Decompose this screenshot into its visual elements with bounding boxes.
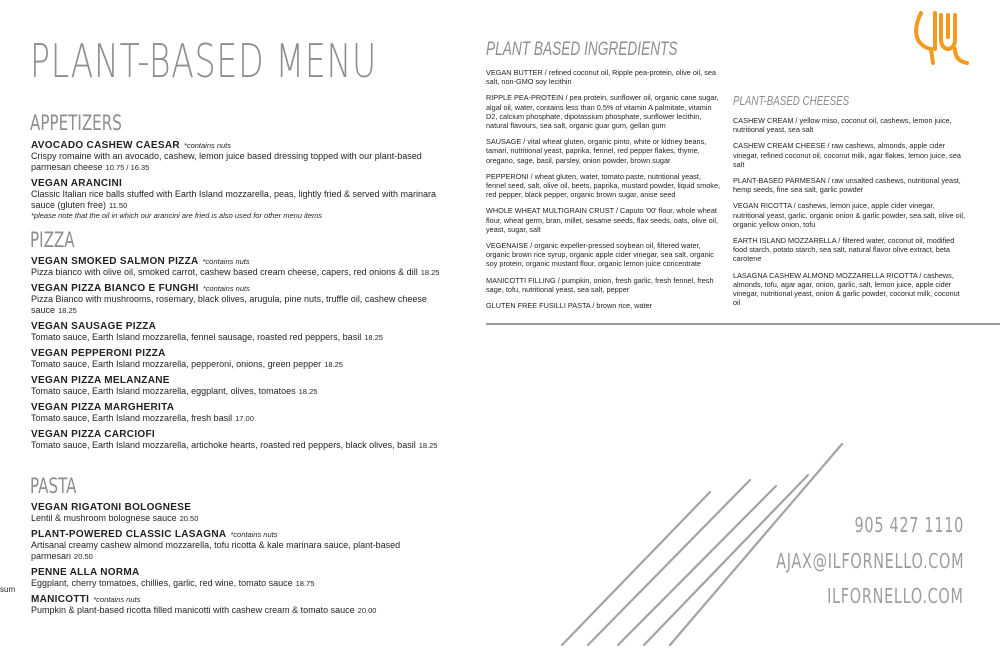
item-name: MANICOTTI — [31, 594, 90, 605]
cheese-entry: EARTH ISLAND MOZZARELLA / filtered water, coconut oil, modified food starch, potato starch, sea salt, natural flavor olive extract, beta carotene — [733, 236, 955, 264]
item-price: 18.25 — [324, 360, 343, 369]
ingredient-entry: WHOLE WHEAT MULTIGRAIN CRUST / Caputo '00' flour, whole wheat flour, wheat germ, bran, millet, sesame seeds, flax seeds, oats, olive oil, yeast, sugar, salt — [486, 206, 718, 234]
ingredient-entry: MANICOTTI FILLING / pumpkin, onion, fresh garlic, fresh fennel, fresh sage, tofu, nutritional yeast, sea salt, pepper — [486, 275, 714, 294]
item-name: VEGAN SAUSAGE PIZZA — [31, 321, 157, 332]
section-divider — [486, 323, 1000, 325]
item-name: VEGAN PIZZA MELANZANE — [31, 375, 170, 386]
item-name: VEGAN PIZZA CARCIOFI — [31, 429, 155, 440]
decorative-diagonal-lines — [560, 430, 860, 652]
menu-item — [31, 346, 451, 370]
menu-item — [31, 319, 451, 343]
item-price: 10.75 / 16.35 — [105, 163, 150, 172]
ingredient-entry: RIPPLE PEA-PROTEIN / pea protein, sunflower oil, organic cane sugar, algal oil, water, contains less than 0.5% of vitamin A palmitate, vitamin D2, calcium phosphate, dipotassium phosphate, sunflower lecithin, natural flavours, sea salt, organic guar gum, gellan gum — [486, 93, 719, 131]
cheese-entry: LASAGNA CASHEW ALMOND MOZZARELLA RICOTTA / cashews, almonds, tofu, agar agar, onion, garlic, salt, lemon juice, apple cider vinegar, nutritional yeast, onion & garlic powder, coconut milk, coconut oil — [733, 270, 960, 308]
item-price: 18.25 — [420, 268, 440, 277]
item-description: Classic Italian rice balls stuffed with Earth Island mozzarella, peas, lightly fried & served with marinara sauce (gluten free) 11.50 — [31, 189, 437, 210]
item-name: VEGAN PIZZA BIANCO E FUNGHI — [31, 283, 199, 294]
item-name: PENNE ALLA NORMA — [31, 567, 140, 578]
item-price: 20.50 — [179, 514, 199, 523]
item-price: 20.50 — [74, 552, 93, 561]
menu-item — [31, 500, 451, 524]
item-note: *contains nuts — [202, 284, 250, 293]
il-fornello-logo-icon — [911, 11, 973, 71]
menu-item — [31, 254, 451, 278]
item-name: VEGAN RIGATONI BOLOGNESE — [31, 502, 192, 513]
item-description: Pizza bianco with olive oil, smoked carrot, cashew based cream cheese, capers, red onions & dill 18.25 — [31, 267, 440, 277]
ingredients-list — [486, 68, 721, 317]
cheese-entry: PLANT-BASED PARMESAN / raw unsalted cashews, nutritional yeast, hemp seeds, fine sea salt, garlic powder — [733, 176, 961, 195]
ingredients-title: PLANT BASED INGREDIENTS — [486, 39, 678, 60]
item-name: VEGAN PEPPERONI PIZZA — [31, 348, 166, 359]
contact-website[interactable]: ILFORNELLO.COM — [827, 584, 964, 608]
item-description: Pizza Bianco with mushrooms, rosemary, black olives, arugula, pine nuts, truffle oil, cashew cheese sauce 18.25 — [31, 294, 427, 315]
item-price: 18.25 — [364, 333, 383, 342]
item-note: *contains nuts — [93, 595, 141, 604]
item-footnote: *please note that the oil in which our arancini are fried is also used for other menu items — [31, 211, 322, 220]
item-note: *contains nuts — [202, 257, 250, 266]
cheese-entry: VEGAN RICOTTA / cashews, lemon juice, apple cider vinegar, nutritional yeast, garlic, organic onion & garlic powder, sea salt, olive oil, organic yellow onion, tofu — [733, 201, 966, 229]
cheeses-list — [733, 116, 965, 314]
item-description: Crispy romaine with an avocado, cashew, lemon juice based dressing topped with our plant-based parmesan cheese 10.75 / 16.35 — [31, 151, 422, 172]
appetizers-list — [31, 138, 451, 224]
menu-item — [31, 176, 451, 221]
item-name: AVOCADO CASHEW CAESAR — [31, 140, 180, 151]
menu-item — [31, 281, 451, 316]
menu-item — [31, 565, 451, 589]
menu-item — [31, 138, 451, 173]
item-description: Eggplant, cherry tomatoes, chillies, garlic, red wine, tomato sauce 18.75 — [31, 578, 315, 588]
item-description: Lentil & mushroom bolognese sauce 20.50 — [31, 513, 199, 523]
item-price: 17.00 — [235, 414, 254, 423]
section-title-pizza: PIZZA — [30, 228, 75, 252]
menu-item — [31, 373, 451, 397]
item-price: 20.00 — [357, 606, 377, 615]
ingredient-entry: VEGAN BUTTER / refined coconut oil, Ripple pea-protein, olive oil, sea salt, non-GMO soy lecithin — [486, 68, 716, 87]
item-description: Tomato sauce, Earth Island mozzarella, fresh basil 17.00 — [31, 413, 254, 423]
item-price: 18.25 — [298, 387, 318, 396]
menu-title: PLANT-BASED MENU — [30, 34, 377, 88]
section-title-appetizers: APPETIZERS — [30, 111, 122, 135]
cheese-entry: CASHEW CREAM / yellow miso, coconut oil, cashews, lemon juice, nutritional yeast, sea salt — [733, 116, 952, 135]
item-description: Tomato sauce, Earth Island mozzarella, fennel sausage, roasted red peppers, basil 18.25 — [31, 332, 383, 342]
menu-item — [31, 400, 451, 424]
ingredient-entry: VEGENAISE / organic expeller-pressed soybean oil, filtered water, organic brown rice syrup, organic apple cider vinegar, sea salt, organic soy protein, organic mustard flour, organic lemon juice concentrate — [486, 241, 714, 269]
menu-item — [31, 427, 451, 451]
item-description: Pumpkin & plant-based ricotta filled manicotti with cashew cream & tomato sauce 20.00 — [31, 605, 377, 615]
item-price: 18.75 — [295, 579, 315, 588]
item-note: *contains nuts — [230, 530, 278, 539]
item-name: VEGAN SMOKED SALMON PIZZA — [31, 256, 199, 267]
item-name: VEGAN ARANCINI — [31, 178, 123, 189]
pasta-list — [31, 500, 451, 619]
item-name: PLANT-POWERED CLASSIC LASAGNA — [31, 529, 227, 540]
ingredient-entry: GLUTEN FREE FUSILLI PASTA / brown rice, water — [486, 301, 652, 311]
item-name: VEGAN PIZZA MARGHERITA — [31, 402, 175, 413]
ingredient-entry: PEPPERONI / wheat gluten, water, tomato paste, nutritional yeast, fennel seed, salt, olive oil, beets, paprika, mustard powder, liquid smoke, red pepper, black pepper, organic brown sugar, anise seed — [486, 171, 721, 200]
contact-email[interactable]: AJAX@ILFORNELLO.COM — [775, 549, 964, 573]
cheese-entry: CASHEW CREAM CHEESE / raw cashews, almonds, apple cider vinegar, refined coconut oil, coconut milk, agar flakes, lemon juice, sea salt — [733, 141, 961, 169]
item-description: Tomato sauce, Earth Island mozzarella, artichoke hearts, roasted red peppers, black olives, basil 18.25 — [31, 440, 438, 450]
item-price: 18.25 — [58, 306, 77, 315]
item-price: 11.50 — [109, 201, 128, 210]
pizza-list — [31, 254, 451, 454]
contact-phone: 905 427 1110 — [854, 513, 964, 537]
cheeses-title: PLANT-BASED CHEESES — [733, 93, 850, 108]
section-title-pasta: PASTA — [30, 474, 77, 498]
menu-item — [31, 527, 451, 562]
menu-item — [31, 592, 451, 616]
stray-fragment-text: sum — [0, 585, 16, 594]
item-description: Tomato sauce, Earth Island mozzarella, pepperoni, onions, green pepper 18.25 — [31, 359, 343, 369]
item-description: Tomato sauce, Earth Island mozzarella, eggplant, olives, tomatoes 18.25 — [31, 386, 318, 396]
ingredient-entry: SAUSAGE / vital wheat gluten, organic pinto, white or kidney beans, tamari, nutritional yeast, paprika, fennel, red pepper flakes, thyme, oregano, sage, basil, parsley, onion powder, brown sugar — [486, 137, 707, 165]
item-description: Artisanal creamy cashew almond mozzarella, tofu ricotta & kale marinara sauce, plant-based parmesan 20.50 — [31, 540, 401, 561]
item-price: 18.25 — [418, 441, 438, 450]
item-note: *contains nuts — [183, 141, 232, 150]
